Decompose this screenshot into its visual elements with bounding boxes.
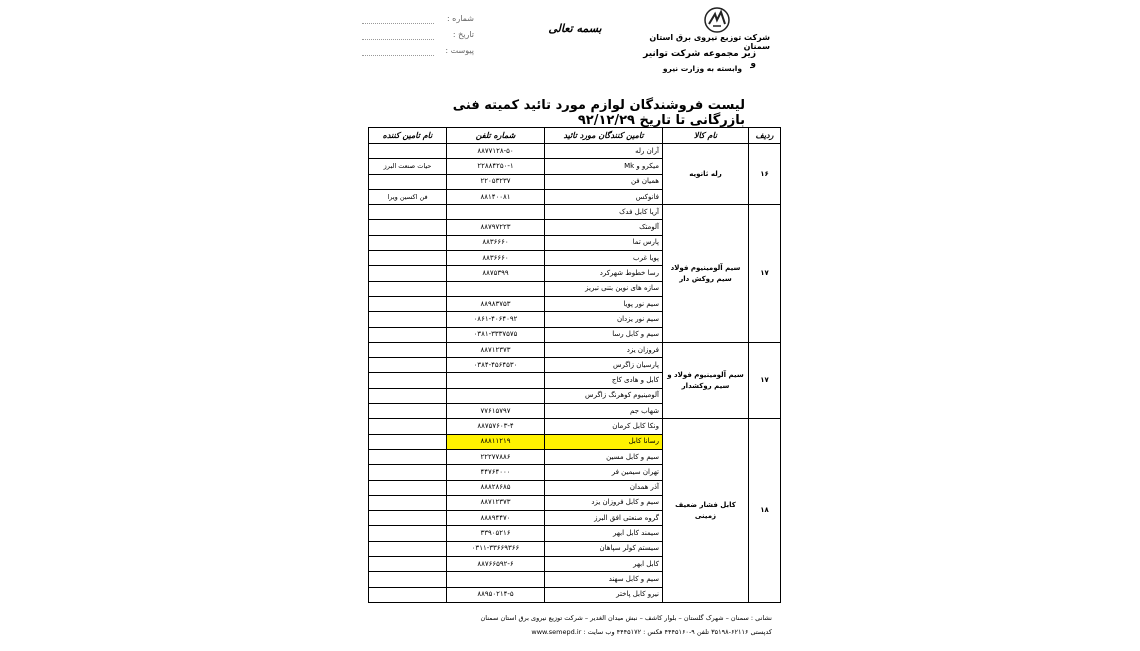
header-phone: شماره تلفن: [447, 128, 545, 144]
vendor-cell: آریا کابل فدک: [545, 205, 663, 220]
row-number-cell: ۱۷: [749, 342, 781, 418]
header-vendor: تامین کنندگان مورد تائید: [545, 128, 663, 144]
vendor-cell: تهران سیمین فر: [545, 465, 663, 480]
phone-cell: ۷۷۶۱۵۷۹۷: [447, 404, 545, 419]
phone-cell: ۳۳۹۰۵۲۱۶: [447, 526, 545, 541]
vendor-cell: آلومتک: [545, 220, 663, 235]
supplier-cell: [369, 495, 447, 510]
item-name-cell: سیم آلومینیوم فولاد و سیم روکشدار: [663, 342, 749, 418]
header-row-no: ردیف: [749, 128, 781, 144]
vendor-cell: نیرو کابل پاختر: [545, 587, 663, 602]
phone-cell: ۸۸۷۱۲۳۷۳: [447, 495, 545, 510]
phone-cell: [447, 205, 545, 220]
phone-cell: ۲۲۲۷۷۸۸۶: [447, 449, 545, 464]
vendor-cell: سیم و کابل سهند: [545, 572, 663, 587]
supplier-cell: حیات صنعت البرز: [369, 159, 447, 174]
table-row: [369, 144, 781, 159]
phone-cell: ۸۸۷۵۳۹۹: [447, 266, 545, 281]
vendor-cell: شهاب جم: [545, 404, 663, 419]
supplier-cell: فن اکسین ویرا: [369, 189, 447, 204]
company-logo: [700, 5, 734, 35]
phone-cell: ۲۲۰۵۳۲۳۷: [447, 174, 545, 189]
vendor-cell: همیان فن: [545, 174, 663, 189]
phone-cell: ۸۸۷۷۱۲۸-۵۰: [447, 144, 545, 159]
phone-cell: ۰۳۱۱-۳۳۶۶۹۳۶۶: [447, 541, 545, 556]
phone-cell: ۸۸۹۸۳۷۵۳: [447, 296, 545, 311]
vendor-cell: گروه صنعتی افق البرز: [545, 511, 663, 526]
supplier-cell: [369, 388, 447, 403]
phone-cell: ۸۸۸۹۴۴۷۰: [447, 511, 545, 526]
supplier-cell: [369, 526, 447, 541]
phone-cell: ۸۸۸۲۸۶۸۵: [447, 480, 545, 495]
supplier-cell: [369, 281, 447, 296]
number-field: [362, 14, 474, 26]
phone-cell: ۸۸۱۴۰۰۸۱: [447, 189, 545, 204]
vendor-cell: سیمند کابل ابهر: [545, 526, 663, 541]
row-number-cell: ۱۸: [749, 419, 781, 603]
footer-address: نشانی : سمنان – شهرک گلستان – بلوار کاشف – نبش میدان الغدیر – شرکت توزیع نیروی برق استان سمنان: [480, 614, 772, 622]
vendor-cell: سیم و کابل فروزان یزد: [545, 495, 663, 510]
vendor-cell: رسا خطوط شهرکرد: [545, 266, 663, 281]
table-header-row: [369, 128, 781, 144]
phone-cell: ۰۳۸۴-۴۵۶۴۵۳۰: [447, 358, 545, 373]
company-name: شرکت توزیع نیروی برق استان سمنان: [649, 33, 770, 51]
attachment-field: [362, 46, 474, 58]
supplier-cell: [369, 144, 447, 159]
item-name-cell: سیم آلومینیوم فولاد سیم روکش دار: [663, 205, 749, 343]
phone-cell: ۸۸۳۶۶۶۰: [447, 251, 545, 266]
vendor-cell: کابل ابهر: [545, 557, 663, 572]
phone-cell: ۴۴۷۶۴۰۰۰: [447, 465, 545, 480]
footer-contact: کدپستی ۶۲۱۱۶-۳۵۱۹۸ تلفن ۹-۴۴۴۵۱۶۰ فکس : ۴۴۴۵۱۷۲ وب سایت : www.semepd.ir: [531, 628, 772, 636]
phone-cell: [447, 373, 545, 388]
phone-cell: ۸۸۸۱۱۲۱۹: [447, 434, 545, 449]
supplier-cell: [369, 434, 447, 449]
supplier-cell: [369, 419, 447, 434]
phone-cell: ۸۸۷۶۶۵۹۲-۶: [447, 557, 545, 572]
vendor-cell: رسانا کابل: [545, 434, 663, 449]
supplier-cell: [369, 358, 447, 373]
supplier-cell: [369, 312, 447, 327]
vendor-cell: سازه های نوین بتنی تبریز: [545, 281, 663, 296]
vendor-cell: سیم و کابل رسا: [545, 327, 663, 342]
supplier-cell: [369, 404, 447, 419]
date-label: تاریخ :: [452, 30, 474, 39]
supplier-cell: [369, 557, 447, 572]
row-number-cell: ۱۷: [749, 205, 781, 343]
vendor-cell: کابل و هادی کاج: [545, 373, 663, 388]
supplier-cell: [369, 327, 447, 342]
bismillah: بسمه تعالی: [548, 22, 602, 35]
vendor-cell: آران رله: [545, 144, 663, 159]
number-label: شماره :: [446, 14, 474, 23]
phone-cell: [447, 281, 545, 296]
supplier-cell: [369, 465, 447, 480]
supplier-cell: [369, 266, 447, 281]
phone-cell: ۸۸۷۹۷۲۲۳: [447, 220, 545, 235]
vendor-cell: سیستم کولر سپاهان: [545, 541, 663, 556]
date-field: [362, 30, 474, 42]
vendor-cell: فروزان یزد: [545, 342, 663, 357]
vendor-cell: آذر همدان: [545, 480, 663, 495]
phone-cell: ۸۸۳۶۶۶۰: [447, 235, 545, 250]
supplier-cell: [369, 572, 447, 587]
supplier-cell: [369, 587, 447, 602]
vendor-cell: پارس تما: [545, 235, 663, 250]
supplier-cell: [369, 541, 447, 556]
phone-cell: ۲۲۸۸۴۲۵۰-۱: [447, 159, 545, 174]
ministry-line: وابسته به وزارت نیرو: [662, 64, 742, 73]
phone-cell: ۸۸۹۵۰۲۱۴-۵: [447, 587, 545, 602]
vendors-table: [368, 127, 781, 603]
subsidiary-line: زیر مجموعه شرکت توانیر و: [643, 49, 756, 69]
table-row: [369, 419, 781, 434]
item-name-cell: کابل فشار ضعیف زمینی: [663, 419, 749, 603]
phone-cell: ۸۸۷۱۲۳۷۳: [447, 342, 545, 357]
item-name-cell: رله ثانویه: [663, 144, 749, 205]
supplier-cell: [369, 511, 447, 526]
header-item: نام کالا: [663, 128, 749, 144]
phone-cell: [447, 572, 545, 587]
vendor-cell: سیم نور پویا: [545, 296, 663, 311]
supplier-cell: [369, 480, 447, 495]
table-row: [369, 205, 781, 220]
supplier-cell: [369, 373, 447, 388]
table-row: [369, 342, 781, 357]
row-number-cell: ۱۶: [749, 144, 781, 205]
supplier-cell: [369, 342, 447, 357]
supplier-cell: [369, 235, 447, 250]
document-title: لیست فروشندگان لوازم مورد تائید کمیته فنی بازرگانی تا تاریخ ۹۲/۱۲/۲۹: [452, 98, 745, 128]
vendor-cell: میکرو و Mk: [545, 159, 663, 174]
vendor-cell: پارسیان زاگرس: [545, 358, 663, 373]
supplier-cell: [369, 449, 447, 464]
attachment-label: پیوست :: [445, 46, 474, 55]
vendor-cell: آلومینیوم کوهرنگ زاگرس: [545, 388, 663, 403]
phone-cell: ۰۸۶۱-۴۰۶۴۰۹۲: [447, 312, 545, 327]
table-body: [369, 144, 781, 603]
header-supplier: نام تامین کننده: [369, 128, 447, 144]
vendor-cell: پویا غرب: [545, 251, 663, 266]
supplier-cell: [369, 174, 447, 189]
phone-cell: [447, 388, 545, 403]
phone-cell: ۸۸۷۵۷۶۰۳-۴: [447, 419, 545, 434]
supplier-cell: [369, 205, 447, 220]
vendor-cell: ونکا کابل کرمان: [545, 419, 663, 434]
supplier-cell: [369, 251, 447, 266]
phone-cell: ۰۳۸۱-۳۳۳۷۵۷۵: [447, 327, 545, 342]
vendor-cell: سیم و کابل مسین: [545, 449, 663, 464]
supplier-cell: [369, 296, 447, 311]
vendor-cell: فانوکس: [545, 189, 663, 204]
supplier-cell: [369, 220, 447, 235]
vendor-cell: سیم نور یزدان: [545, 312, 663, 327]
